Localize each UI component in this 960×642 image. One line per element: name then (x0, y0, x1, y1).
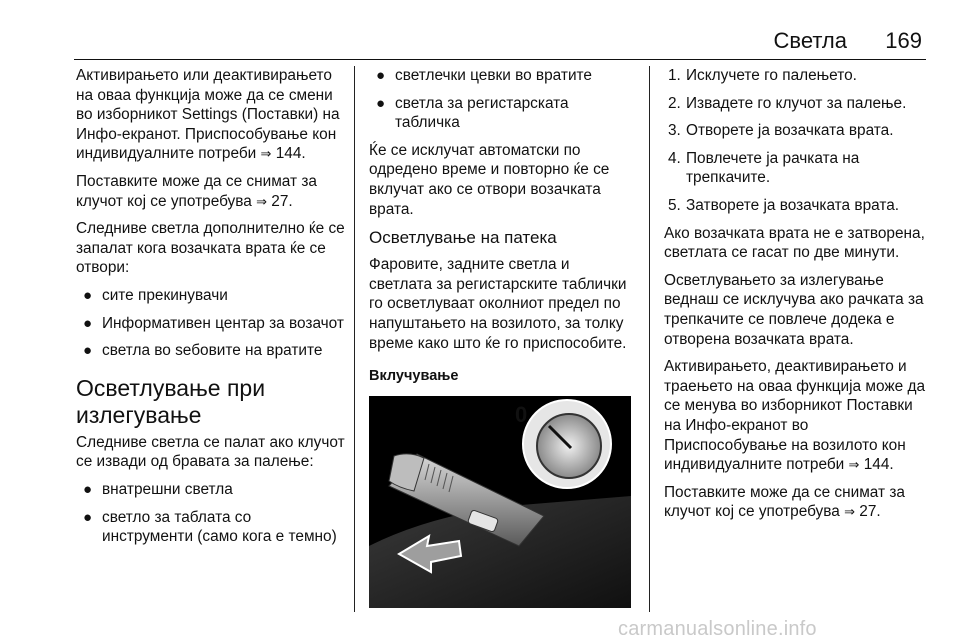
list-item: 4. Повлечете ја рачката на трепкачите. (668, 149, 860, 187)
list-item: 1. Исклучете го палењето. (668, 67, 857, 84)
list-item: ● внатрешни светла (83, 480, 233, 498)
bullet-list (369, 66, 635, 133)
page-title: Светла (773, 28, 847, 53)
page-reference[interactable]: 27. (859, 503, 881, 521)
column-1 (76, 66, 346, 555)
paragraph: Ќе се исклучат автоматски по одредено време и повторно ќе се вклучат ако се отвори возачката врата. (369, 141, 610, 218)
column-divider-2 (649, 66, 650, 612)
figure-label: 0 (515, 402, 528, 427)
list-item: ● сите прекинувачи (83, 286, 228, 304)
bullet-dot-icon: ● (83, 286, 93, 304)
bullet-dot-icon: ● (83, 480, 93, 498)
list-item: 2. Извадете го клучот за палење. (668, 94, 907, 112)
header-divider (74, 59, 926, 60)
bullet-dot-icon: ● (83, 342, 93, 360)
bullet-dot-icon: ● (376, 67, 386, 84)
paragraph: Следниве светла дополнително ќе се запалат кога возачката врата ќе се отвори: (76, 220, 345, 277)
paragraph: Активирањето или деактивирањето на оваа функција може да се смени во изборникот Settings (Поставки) на Инфо-екранот. Приспособување кон индивидуалните потреби ⇒ 144. (76, 67, 340, 163)
paragraph: Активирањето, деактивирањето и траењето на оваа функција може да се менува во изборникот Поставки на Инфо-екранот во Приспособување на возилото кон индивидуалните потреби ⇒ 144. (664, 358, 926, 474)
list-item: ● Информативен центар за возачот (83, 314, 344, 332)
page-ref-arrow-icon: ⇒ (260, 146, 272, 162)
subsection-heading: Вклучување (369, 368, 459, 385)
bullet-dot-icon: ● (376, 94, 386, 112)
page-ref-arrow-icon: ⇒ (848, 457, 860, 473)
numbered-steps (664, 66, 934, 216)
list-item: ● светлечки цевки во вратите (376, 67, 592, 84)
page-reference[interactable]: 144. (863, 456, 894, 474)
page-ref-arrow-icon: ⇒ (844, 504, 856, 520)
list-item: ● светло за таблата со инструменти (само кога е темно) (83, 508, 337, 546)
page-number: 169 (885, 28, 922, 53)
bullet-list (76, 286, 346, 361)
list-item: ● светла во ѕебовите на вратите (83, 342, 323, 360)
indicator-stalk-illustration (369, 396, 631, 608)
column-divider-1 (354, 66, 355, 612)
bullet-dot-icon: ● (83, 508, 93, 526)
paragraph: Поставките може да се снимат за клучот кој се употребува ⇒ 27. (664, 483, 905, 521)
column-3 (664, 66, 934, 530)
watermark: carmanualsonline.info (618, 618, 817, 640)
list-item: ● светла за регистарската табличка (376, 94, 569, 132)
column-2 (369, 66, 635, 387)
page-reference[interactable]: 27. (271, 192, 293, 210)
paragraph: Следниве светла се палат ако клучот се извади од бравата за палење: (76, 433, 345, 471)
section-heading: Осветлување на патека (369, 228, 557, 248)
page-header (0, 26, 960, 60)
list-item: 5. Затворете ја возачката врата. (668, 196, 900, 214)
page-reference[interactable]: 144. (275, 145, 306, 163)
paragraph: Ако возачката врата не е затворена, светлата се гасат по две минути. (664, 224, 925, 262)
paragraph: Осветлувањето за излегување веднаш се исклучува ако рачката за трепкачите се повлече додека е отворена возачката врата. (664, 271, 924, 348)
bullet-list (76, 480, 346, 547)
bullet-dot-icon: ● (83, 314, 93, 332)
paragraph: Фаровите, задните светла и светлата за регистарските таблички го осветлуваат околниот предел по напуштањето на возилото, за толку време како што ќе го приспособите. (369, 256, 627, 352)
list-item: 3. Отворете ја возачката врата. (668, 122, 894, 140)
paragraph: Поставките може да се снимат за клучот кој се употребува ⇒ 27. (76, 172, 317, 210)
page-ref-arrow-icon: ⇒ (256, 193, 268, 209)
section-heading: Осветлување при излегување (76, 374, 266, 428)
